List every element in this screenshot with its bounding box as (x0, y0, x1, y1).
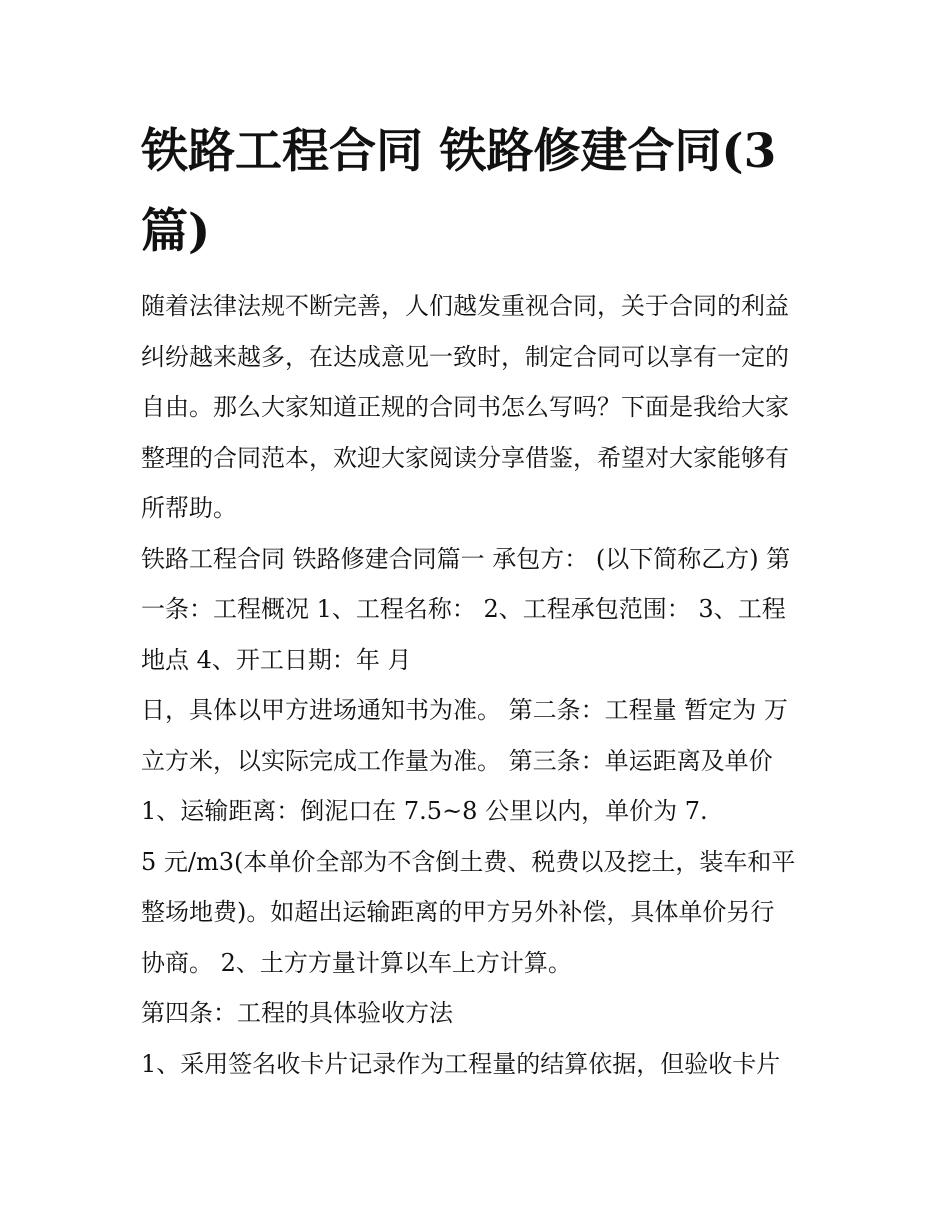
body-line-10: 第四条：工程的具体验收方法 (141, 999, 453, 1027)
body-line-6: 1、运输距离：倒泥口在 7.5~8 公里以内，单价为 7. (141, 797, 708, 825)
body-line-2: 一条：工程概况 1、工程名称： 2、工程承包范围： 3、工程 (141, 595, 786, 623)
document-page (141, 112, 813, 1089)
intro-line-2: 纠纷越来越多，在达成意见一致时，制定合同可以享有一定的 (141, 342, 789, 371)
intro-line-1: 随着法律法规不断完善，人们越发重视合同，关于合同的利益 (141, 292, 789, 320)
body-line-4: 日，具体以甲方进场通知书为准。 第二条：工程量 暂定为 万 (141, 696, 788, 724)
body-line-3: 地点 4、开工日期：年 月 (141, 645, 412, 674)
body-line-1: 铁路工程合同 铁路修建合同篇一 承包方： (以下简称乙方) 第 (141, 544, 791, 573)
contract-body (141, 534, 813, 1090)
intro-paragraph (141, 281, 813, 534)
body-line-9: 协商。 2、土方方量计算以车上方计算。 (141, 948, 572, 977)
body-line-8: 整场地费)。如超出运输距离的甲方另外补偿，具体单价另行 (141, 898, 775, 926)
title-line-2: 篇) (141, 204, 211, 259)
body-line-7: 5 元/m3(本单价全部为不含倒土费、税费以及挖土，装车和平 (141, 847, 796, 876)
body-line-5: 立方米，以实际完成工作量为准。 第三条：单运距离及单价 (141, 746, 773, 775)
intro-line-4: 整理的合同范本，欢迎大家阅读分享借鉴，希望对大家能够有 (141, 443, 789, 472)
intro-line-3: 自由。那么大家知道正规的合同书怎么写吗？下面是我给大家 (141, 393, 789, 421)
intro-line-5: 所帮助。 (141, 494, 237, 522)
title-line-1: 铁路工程合同 铁路修建合同(3 (141, 124, 777, 179)
document-title (141, 112, 813, 272)
body-line-11: 1、采用签名收卡片记录作为工程量的结算依据，但验收卡片 (141, 1049, 781, 1078)
